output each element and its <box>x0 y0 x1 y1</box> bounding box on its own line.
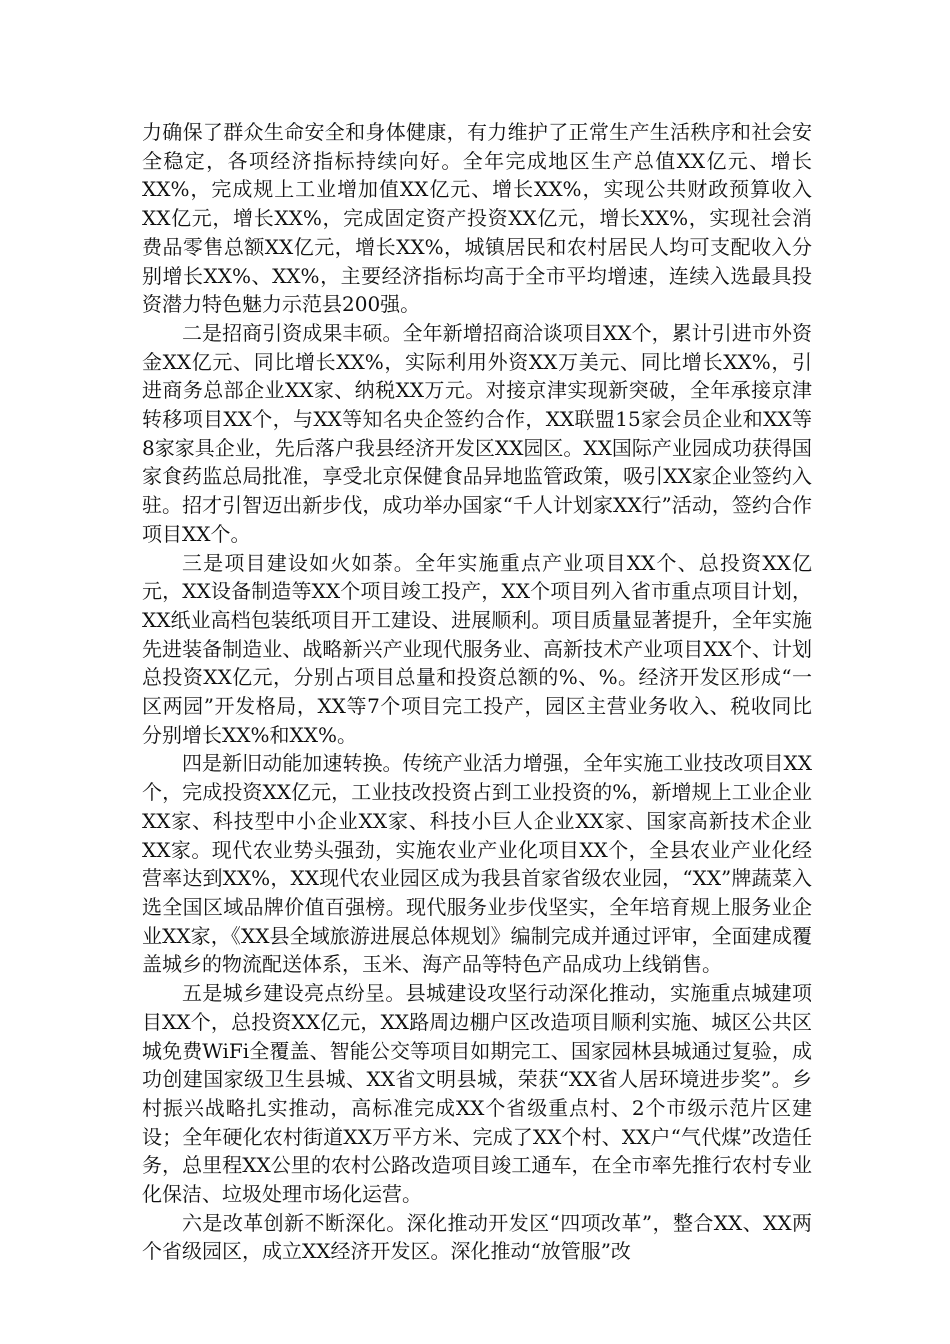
paragraph-project-construction: 三是项目建设如火如荼。全年实施重点产业项目XX个、总投资XX亿元，XX设备制造等XX个项目竣工投产，XX个项目列入省市重点项目计划，XX纸业高档包装纸项目开工建设、进展顺利。项目质量显著提升，全年实施先进装备制造业、战略新兴产业现代服务业、高新技术产业项目XX个、计划总投资XX亿元，分别占项目总量和投资总额的%、%。经济开发区形成“一区两园”开发格局，XX等7个项目完工投产，园区主营业务收入、税收同比分别增长XX%和XX%。 <box>142 550 812 747</box>
paragraph-urban-rural-construction: 五是城乡建设亮点纷呈。县城建设攻坚行动深化推动，实施重点城建项目XX个，总投资XX亿元，XX路周边棚户区改造项目顺利实施、城区公共区城免费WiFi全覆盖、智能公交等项目如期完工、国家园林县城通过复验，成功创建国家级卫生县城、XX省文明县城，荣获“XX省人居环境进步奖”。乡村振兴战略扎实推动，高标准完成XX个省级重点村、2个市级示范片区建设；全年硬化农村街道XX万平方米、完成了XX个村、XX户“气代煤”改造任务，总里程XX公里的农村公路改造项目竣工通车，在全市率先推行农村专业化保洁、垃圾处理市场化运营。 <box>142 981 812 1207</box>
paragraph-investment-attraction: 二是招商引资成果丰硕。全年新增招商洽谈项目XX个，累计引进市外资金XX亿元、同比增长XX%，实际利用外资XX万美元、同比增长XX%，引进商务总部企业XX家、纳税XX万元。对接京津实现新突破，全年承接京津转移项目XX个，与XX等知名央企签约合作，XX联盟15家会员企业和XX等8家家具企业，先后落户我县经济开发区XX园区。XX国际产业园成功获得国家食药监总局批准，享受北京保健食品异地监管政策，吸引XX家企业签约入驻。招才引智迈出新步伐，成功举办国家“千人计划家XX行”活动，签约合作项目XX个。 <box>142 320 812 546</box>
paragraph-growth-drivers: 四是新旧动能加速转换。传统产业活力增强，全年实施工业技改项目XX个，完成投资XX亿元，工业技改投资占到工业投资的%，新增规上工业企业XX家、科技型中小企业XX家、科技小巨人企业XX家、国家高新技术企业XX家。现代农业势头强劲，实施农业产业化项目XX个，全县农业产业化经营率达到XX%，XX现代农业园区成为我县首家省级农业园，“XX”牌蔬菜入选全国区域品牌价值百强榜。现代服务业步伐坚实，全年培育规上服务业企业XX家，《XX县全域旅游进展总体规划》编制完成并通过评审，全面建成覆盖城乡的物流配送体系，玉米、海产品等特色产品成功上线销售。 <box>142 751 812 977</box>
document-body <box>142 118 812 1266</box>
paragraph-economy-overview: 力确保了群众生命安全和身体健康，有力维护了正常生产生活秩序和社会安全稳定，各项经济指标持续向好。全年完成地区生产总值XX亿元、增长XX%，完成规上工业增加值XX亿元、增长XX%，实现公共财政预算收入XX亿元，增长XX%，完成固定资产投资XX亿元，增长XX%，实现社会消费品零售总额XX亿元，增长XX%，城镇居民和农村居民人均可支配收入分别增长XX%、XX%，主要经济指标均高于全市平均增速，连续入选最具投资潜力特色魅力示范县200强。 <box>142 120 812 317</box>
paragraph-reform-innovation: 六是改革创新不断深化。深化推动开发区“四项改革”，整合XX、XX两个省级园区，成立XX经济开发区。深化推动“放管服”改 <box>142 1210 812 1264</box>
